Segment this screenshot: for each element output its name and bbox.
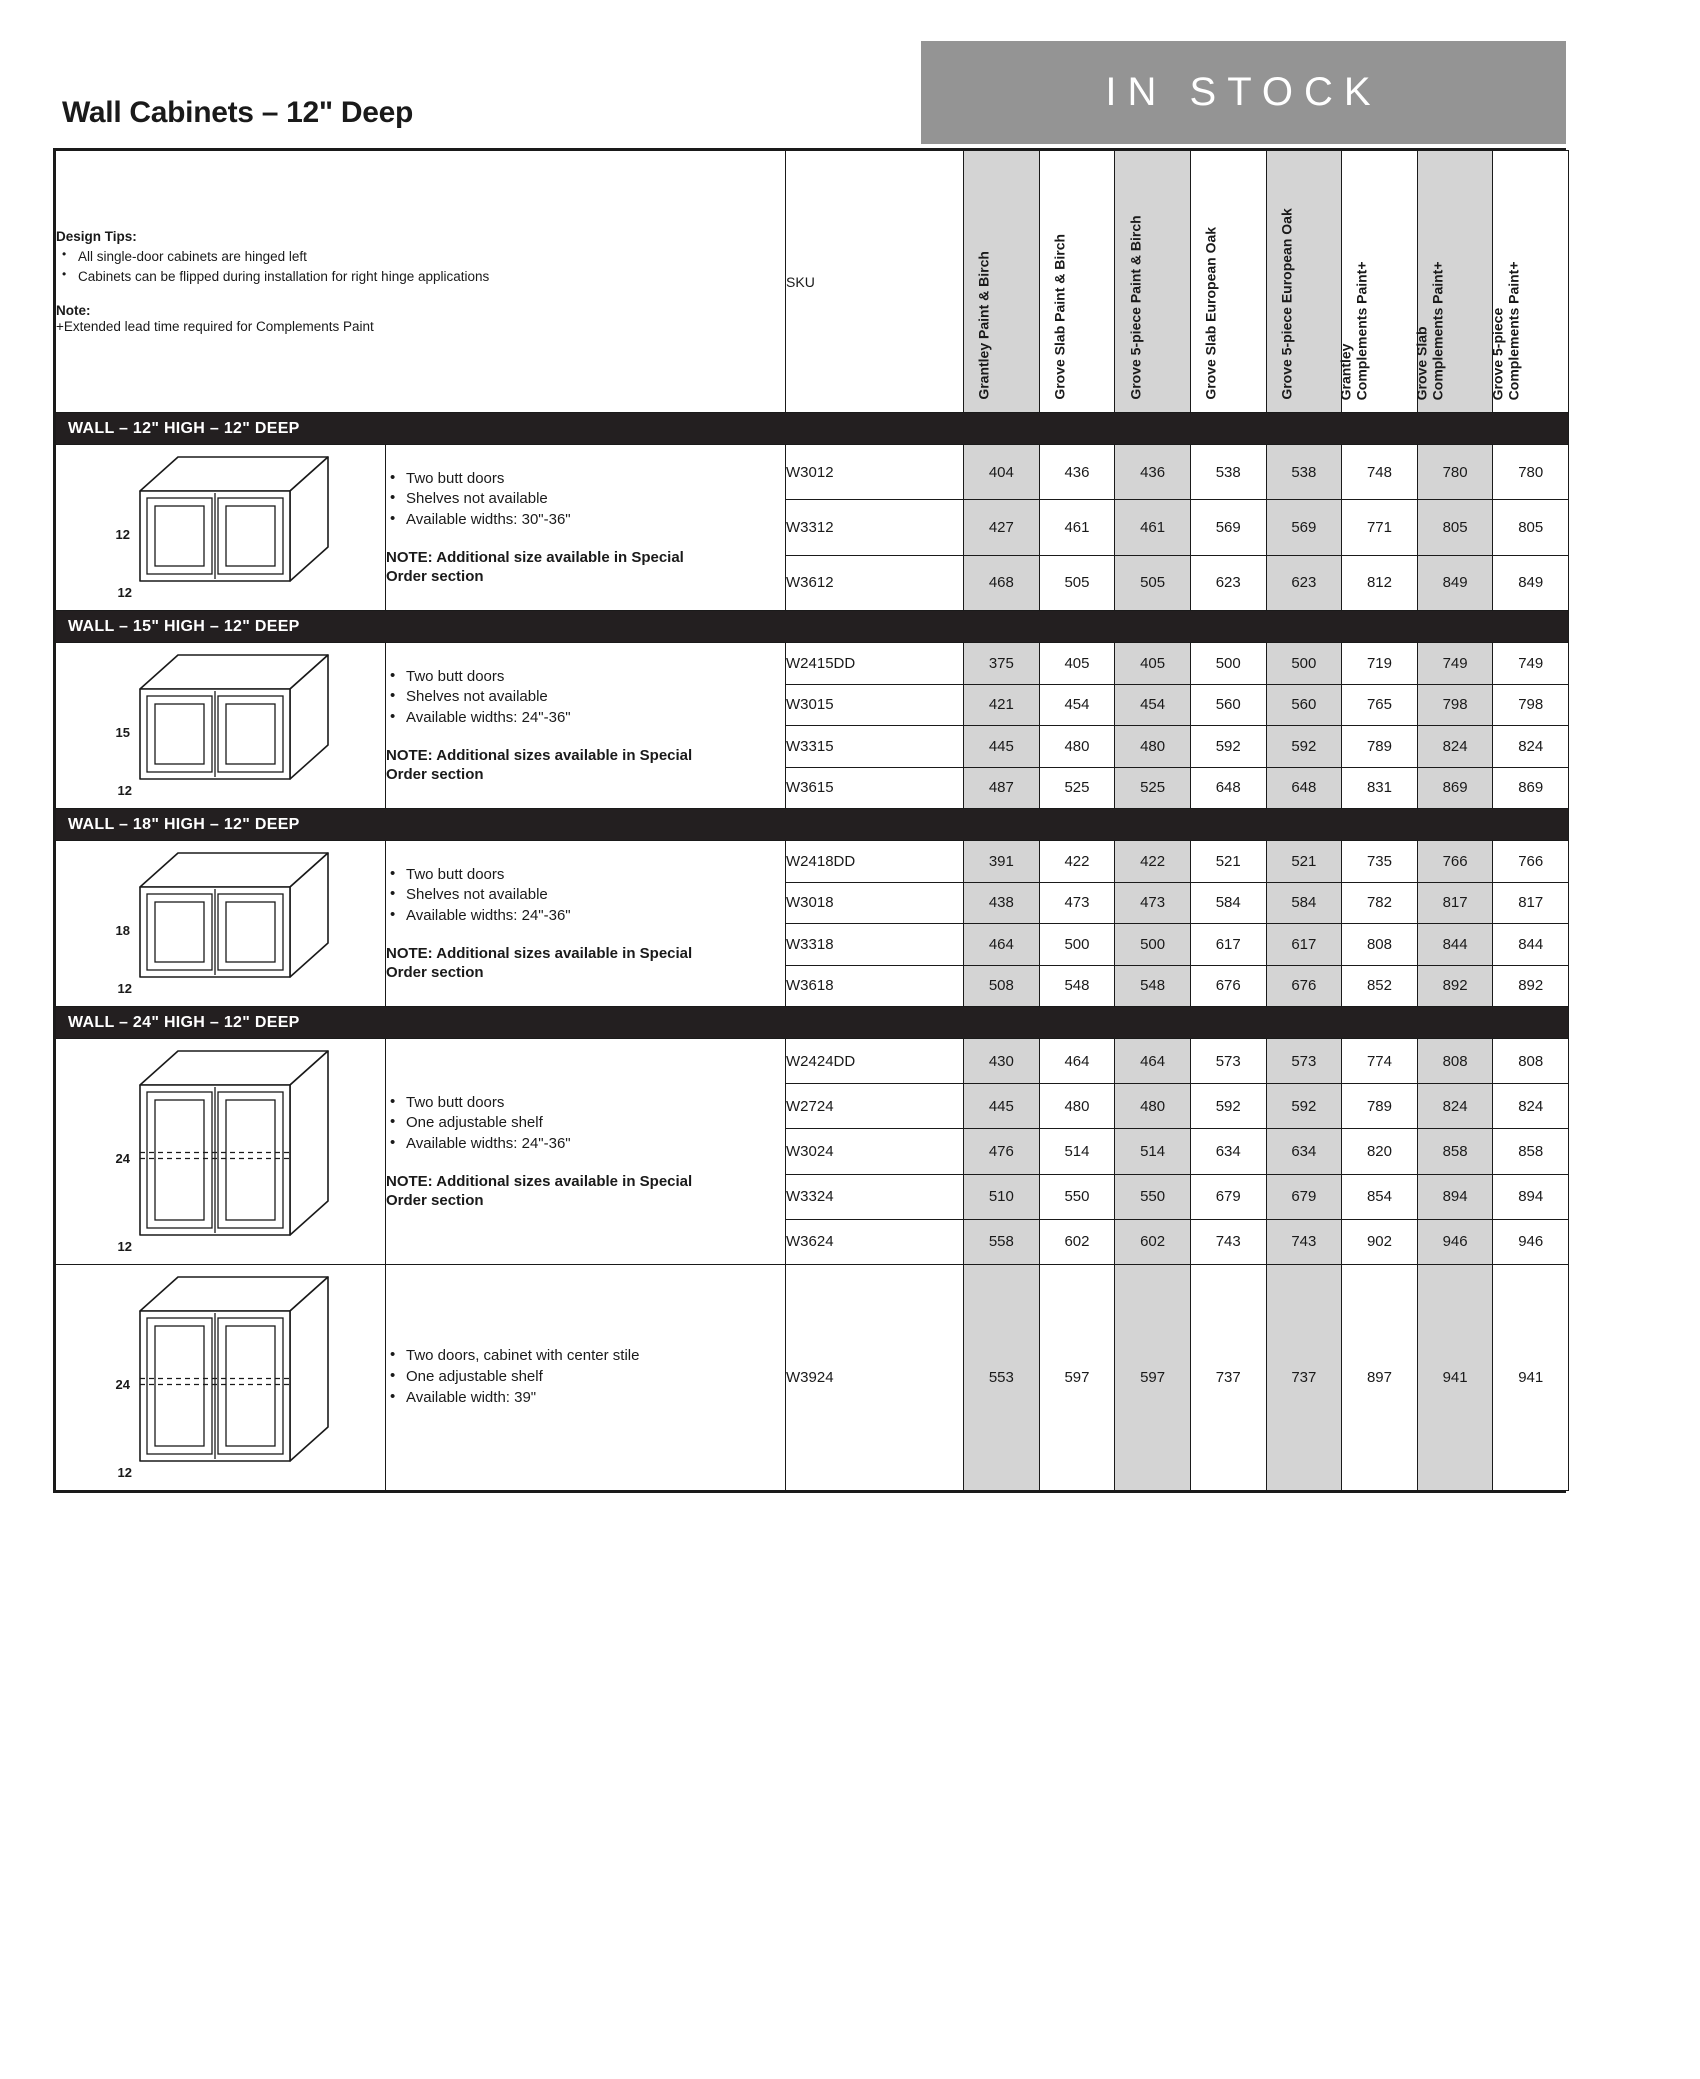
price-cell: 480 (1115, 726, 1191, 768)
price-cell: 854 (1342, 1174, 1418, 1219)
feature-list (386, 469, 785, 531)
price-cell: 427 (964, 500, 1040, 555)
price-cell: 719 (1342, 643, 1418, 685)
price-cell: 902 (1342, 1219, 1418, 1264)
price-cell: 808 (1342, 924, 1418, 966)
price-cell: 473 (1115, 882, 1191, 924)
price-cell: 676 (1190, 965, 1266, 1007)
feature-item: • Two butt doors (386, 1093, 785, 1114)
sku-cell: W3024 (786, 1129, 964, 1174)
sku-cell: W3618 (786, 965, 964, 1007)
table-row (56, 643, 1569, 685)
price-cell: 560 (1266, 684, 1342, 726)
cabinet-description-cell (386, 1265, 786, 1491)
price-cell: 514 (1115, 1129, 1191, 1174)
price-cell: 766 (1417, 841, 1493, 883)
price-cell: 592 (1190, 1084, 1266, 1129)
price-cell: 592 (1190, 726, 1266, 768)
design-tips-cell (56, 151, 786, 413)
feature-item: • Shelves not available (386, 687, 785, 708)
price-cell: 737 (1190, 1265, 1266, 1491)
sku-cell: W2424DD (786, 1039, 964, 1084)
price-cell: 445 (964, 1084, 1040, 1129)
design-tips-list (60, 247, 785, 286)
price-cell: 592 (1266, 1084, 1342, 1129)
cabinet-illustration (106, 841, 336, 1001)
price-cell: 548 (1039, 965, 1115, 1007)
price-column-header (1039, 151, 1115, 413)
price-cell: 766 (1493, 841, 1569, 883)
price-cell: 634 (1266, 1129, 1342, 1174)
cabinet-figure-cell (56, 1039, 386, 1265)
price-cell: 476 (964, 1129, 1040, 1174)
special-order-note: NOTE: Additional sizes available in Special Order section (386, 746, 693, 783)
price-cell: 592 (1266, 726, 1342, 768)
price-cell: 584 (1190, 882, 1266, 924)
cabinet-illustration (106, 1039, 336, 1259)
sku-cell: W2418DD (786, 841, 964, 883)
price-cell: 405 (1039, 643, 1115, 685)
feature-item: • Two butt doors (386, 469, 785, 490)
feature-list (386, 865, 785, 927)
price-cell: 550 (1115, 1174, 1191, 1219)
special-order-note: NOTE: Additional sizes available in Special Order section (386, 1172, 693, 1209)
sku-cell: W3324 (786, 1174, 964, 1219)
price-cell: 820 (1342, 1129, 1418, 1174)
feature-list (386, 1093, 785, 1155)
price-cell: 679 (1266, 1174, 1342, 1219)
price-cell: 454 (1039, 684, 1115, 726)
price-cell: 858 (1417, 1129, 1493, 1174)
price-cell: 798 (1417, 684, 1493, 726)
section-header-label: WALL – 18" HIGH – 12" DEEP (56, 809, 1569, 841)
price-cell: 749 (1417, 643, 1493, 685)
price-cell: 602 (1115, 1219, 1191, 1264)
price-cell: 510 (964, 1174, 1040, 1219)
price-cell: 849 (1493, 555, 1569, 610)
price-cell: 849 (1417, 555, 1493, 610)
section-header-label: WALL – 24" HIGH – 12" DEEP (56, 1007, 1569, 1039)
sku-cell: W3624 (786, 1219, 964, 1264)
special-order-note: NOTE: Additional sizes available in Special Order section (386, 944, 693, 981)
feature-item: • Available widths: 30"-36" (386, 510, 785, 531)
price-column-header-label: Grantley Complements Paint+ (1338, 261, 1370, 400)
price-cell: 869 (1417, 767, 1493, 809)
price-cell: 500 (1115, 924, 1191, 966)
special-order-note: NOTE: Additional size available in Special Order section (386, 548, 684, 585)
price-cell: 405 (1115, 643, 1191, 685)
feature-item: • Two butt doors (386, 667, 785, 688)
price-cell: 817 (1493, 882, 1569, 924)
price-cell: 521 (1190, 841, 1266, 883)
height-dimension-label: 24 (115, 1377, 130, 1392)
page-title: Wall Cabinets – 12" Deep (62, 96, 414, 129)
sku-cell: W3612 (786, 555, 964, 610)
price-column-header-label: Grove Slab Paint & Birch (1051, 234, 1068, 400)
cabinet-description-cell (386, 445, 786, 611)
price-cell: 422 (1039, 841, 1115, 883)
price-cell: 831 (1342, 767, 1418, 809)
price-cell: 480 (1039, 1084, 1115, 1129)
price-cell: 735 (1342, 841, 1418, 883)
price-cell: 584 (1266, 882, 1342, 924)
price-cell: 538 (1190, 445, 1266, 500)
price-cell: 500 (1039, 924, 1115, 966)
price-cell: 780 (1417, 445, 1493, 500)
price-cell: 808 (1493, 1039, 1569, 1084)
design-tips-title: Design Tips: (56, 229, 137, 245)
price-cell: 597 (1115, 1265, 1191, 1491)
depth-dimension-label: 12 (117, 981, 132, 996)
price-column-header-label: Grove 5-piece European Oak (1278, 208, 1295, 400)
price-cell: 798 (1493, 684, 1569, 726)
cabinet-illustration (106, 445, 336, 605)
height-dimension-label: 24 (115, 1151, 130, 1166)
price-cell: 852 (1342, 965, 1418, 1007)
price-cell: 430 (964, 1039, 1040, 1084)
price-cell: 468 (964, 555, 1040, 610)
feature-item: • Available widths: 24"-36" (386, 1134, 785, 1155)
table-row (56, 841, 1569, 883)
sku-cell: W3012 (786, 445, 964, 500)
price-cell: 421 (964, 684, 1040, 726)
price-column-header (1115, 151, 1191, 413)
cabinet-figure-cell (56, 841, 386, 1007)
price-cell: 617 (1266, 924, 1342, 966)
sku-cell: W3318 (786, 924, 964, 966)
section-header-label: WALL – 15" HIGH – 12" DEEP (56, 611, 1569, 643)
price-cell: 487 (964, 767, 1040, 809)
price-cell: 634 (1190, 1129, 1266, 1174)
height-dimension-label: 12 (115, 527, 130, 542)
price-cell: 805 (1417, 500, 1493, 555)
feature-item: • Shelves not available (386, 489, 785, 510)
price-cell: 780 (1493, 445, 1569, 500)
cabinet-illustration (106, 643, 336, 803)
design-tip-item: • All single-door cabinets are hinged left (60, 247, 785, 267)
price-cell: 869 (1493, 767, 1569, 809)
price-cell: 737 (1266, 1265, 1342, 1491)
price-cell: 514 (1039, 1129, 1115, 1174)
price-cell: 573 (1266, 1039, 1342, 1084)
feature-item: • Two butt doors (386, 865, 785, 886)
section-header-row (56, 413, 1569, 445)
price-cell: 648 (1190, 767, 1266, 809)
depth-dimension-label: 12 (117, 1465, 132, 1480)
price-cell: 782 (1342, 882, 1418, 924)
price-cell: 743 (1266, 1219, 1342, 1264)
price-cell: 941 (1493, 1265, 1569, 1491)
price-column-header (1489, 151, 1569, 413)
cabinet-figure-cell (56, 1265, 386, 1491)
price-cell: 789 (1342, 1084, 1418, 1129)
price-cell: 550 (1039, 1174, 1115, 1219)
price-cell: 560 (1190, 684, 1266, 726)
price-cell: 623 (1190, 555, 1266, 610)
price-cell: 892 (1493, 965, 1569, 1007)
cabinet-description-cell (386, 1039, 786, 1265)
price-cell: 789 (1342, 726, 1418, 768)
price-cell: 480 (1115, 1084, 1191, 1129)
note-title: Note: (56, 302, 91, 318)
price-column-header (1266, 151, 1342, 413)
feature-item: • Available width: 39" (386, 1388, 785, 1409)
price-cell: 538 (1266, 445, 1342, 500)
sku-cell: W3924 (786, 1265, 964, 1491)
price-cell: 461 (1115, 500, 1191, 555)
feature-item: • Available widths: 24"-36" (386, 708, 785, 729)
feature-item: • One adjustable shelf (386, 1367, 785, 1388)
sku-cell: W2724 (786, 1084, 964, 1129)
price-cell: 464 (1039, 1039, 1115, 1084)
sku-cell: W3015 (786, 684, 964, 726)
price-cell: 553 (964, 1265, 1040, 1491)
sku-cell: W3315 (786, 726, 964, 768)
price-cell: 824 (1417, 1084, 1493, 1129)
section-header-row (56, 611, 1569, 643)
price-column-header-label: Grove 5-piece Complements Paint+ (1489, 261, 1522, 400)
price-column-header-label: Grove Slab European Oak (1202, 227, 1219, 400)
price-cell: 817 (1417, 882, 1493, 924)
price-cell: 597 (1039, 1265, 1115, 1491)
feature-list (386, 667, 785, 729)
in-stock-banner (921, 41, 1566, 144)
price-cell: 480 (1039, 726, 1115, 768)
price-cell: 808 (1417, 1039, 1493, 1084)
table-header-row (56, 151, 1569, 413)
depth-dimension-label: 12 (117, 783, 132, 798)
depth-dimension-label: 12 (117, 585, 132, 600)
feature-item: • Two doors, cabinet with center stile (386, 1346, 785, 1367)
price-cell: 445 (964, 726, 1040, 768)
sku-cell: W3312 (786, 500, 964, 555)
price-cell: 505 (1039, 555, 1115, 610)
price-cell: 500 (1190, 643, 1266, 685)
note-text: +Extended lead time required for Complements Paint (56, 318, 374, 334)
in-stock-label: IN STOCK (1105, 70, 1382, 114)
price-cell: 941 (1417, 1265, 1493, 1491)
price-cell: 461 (1039, 500, 1115, 555)
price-cell: 743 (1190, 1219, 1266, 1264)
price-column-header (1338, 151, 1418, 413)
price-cell: 505 (1115, 555, 1191, 610)
price-cell: 438 (964, 882, 1040, 924)
cabinet-illustration (106, 1265, 336, 1485)
price-cell: 892 (1417, 965, 1493, 1007)
price-cell: 748 (1342, 445, 1418, 500)
price-table-wrapper (53, 148, 1566, 1493)
price-cell: 771 (1342, 500, 1418, 555)
sku-cell: W2415DD (786, 643, 964, 685)
cabinet-figure-cell (56, 643, 386, 809)
cabinet-description-cell (386, 643, 786, 809)
price-cell: 573 (1190, 1039, 1266, 1084)
price-cell: 473 (1039, 882, 1115, 924)
price-cell: 391 (964, 841, 1040, 883)
feature-list (386, 1346, 785, 1408)
price-cell: 558 (964, 1219, 1040, 1264)
price-cell: 525 (1039, 767, 1115, 809)
price-cell: 525 (1115, 767, 1191, 809)
price-cell: 548 (1115, 965, 1191, 1007)
price-cell: 404 (964, 445, 1040, 500)
price-table (55, 150, 1569, 1491)
price-cell: 422 (1115, 841, 1191, 883)
price-cell: 436 (1039, 445, 1115, 500)
table-row (56, 1039, 1569, 1084)
section-header-label: WALL – 12" HIGH – 12" DEEP (56, 413, 1569, 445)
sku-column-header: SKU (786, 151, 964, 413)
price-column-header (964, 151, 1040, 413)
price-column-header-label: Grove 5-piece Paint & Birch (1126, 215, 1143, 400)
price-cell: 765 (1342, 684, 1418, 726)
price-cell: 602 (1039, 1219, 1115, 1264)
price-column-header-label: Grove Slab Complements Paint+ (1413, 261, 1446, 400)
price-cell: 749 (1493, 643, 1569, 685)
price-cell: 894 (1417, 1174, 1493, 1219)
price-cell: 774 (1342, 1039, 1418, 1084)
sku-cell: W3615 (786, 767, 964, 809)
feature-item: • Available widths: 24"-36" (386, 906, 785, 927)
design-tip-item: • Cabinets can be flipped during installation for right hinge applications (60, 267, 785, 287)
price-cell: 464 (964, 924, 1040, 966)
cabinet-description-cell (386, 841, 786, 1007)
price-cell: 824 (1417, 726, 1493, 768)
feature-item: • Shelves not available (386, 885, 785, 906)
price-cell: 844 (1493, 924, 1569, 966)
price-cell: 946 (1417, 1219, 1493, 1264)
price-cell: 844 (1417, 924, 1493, 966)
price-cell: 569 (1266, 500, 1342, 555)
depth-dimension-label: 12 (117, 1239, 132, 1254)
price-cell: 464 (1115, 1039, 1191, 1084)
cabinet-figure-cell (56, 445, 386, 611)
sku-cell: W3018 (786, 882, 964, 924)
price-cell: 946 (1493, 1219, 1569, 1264)
table-row (56, 445, 1569, 500)
price-cell: 894 (1493, 1174, 1569, 1219)
price-cell: 648 (1266, 767, 1342, 809)
price-cell: 623 (1266, 555, 1342, 610)
price-cell: 569 (1190, 500, 1266, 555)
price-cell: 897 (1342, 1265, 1418, 1491)
price-cell: 824 (1493, 1084, 1569, 1129)
price-cell: 617 (1190, 924, 1266, 966)
price-cell: 858 (1493, 1129, 1569, 1174)
price-cell: 824 (1493, 726, 1569, 768)
price-cell: 500 (1266, 643, 1342, 685)
price-column-header-label: Grantley Paint & Birch (975, 251, 992, 400)
price-cell: 454 (1115, 684, 1191, 726)
price-cell: 679 (1190, 1174, 1266, 1219)
price-cell: 436 (1115, 445, 1191, 500)
price-column-header (1413, 151, 1493, 413)
price-cell: 805 (1493, 500, 1569, 555)
feature-item: • One adjustable shelf (386, 1113, 785, 1134)
table-row (56, 1265, 1569, 1491)
price-column-header (1190, 151, 1266, 413)
height-dimension-label: 18 (115, 923, 130, 938)
price-cell: 521 (1266, 841, 1342, 883)
section-header-row (56, 809, 1569, 841)
height-dimension-label: 15 (115, 725, 130, 740)
price-cell: 676 (1266, 965, 1342, 1007)
price-cell: 508 (964, 965, 1040, 1007)
price-cell: 375 (964, 643, 1040, 685)
section-header-row (56, 1007, 1569, 1039)
price-cell: 812 (1342, 555, 1418, 610)
